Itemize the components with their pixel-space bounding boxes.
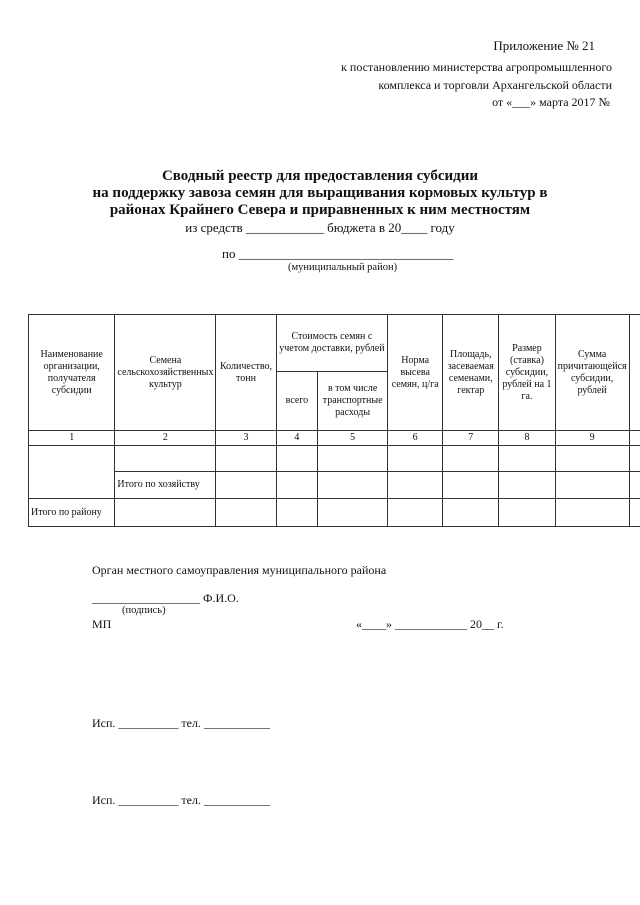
data-cell <box>499 446 555 472</box>
col-number: 5 <box>318 431 388 446</box>
data-cell <box>499 499 555 527</box>
data-cell <box>555 446 629 472</box>
table-row <box>29 446 640 472</box>
data-cell <box>629 446 640 472</box>
data-cell <box>555 472 629 499</box>
organ-label: Орган местного самоуправления муниципального района <box>92 563 387 577</box>
data-cell <box>388 472 443 499</box>
header-cost-transport: в том числе транспортные расходы <box>318 372 388 431</box>
header-seeds: Семена сельскохозяйственных культур <box>115 315 216 431</box>
signature-caption: (подпись) <box>122 605 166 616</box>
executor-line-2: Исп. __________ тел. ___________ <box>92 793 270 807</box>
header-line-decree: к постановлению министерства агропромышленного <box>341 60 612 74</box>
document-title-line-2: на поддержку завоза семян для выращивания кормовых культур в <box>92 185 548 201</box>
org-cell <box>29 446 115 499</box>
document-title-line-1: Сводный реестр для предоставления субсидии <box>161 168 479 184</box>
stamp-label: МП <box>92 617 112 631</box>
data-cell <box>443 446 499 472</box>
col-number: 8 <box>499 431 555 446</box>
document-title-line-3: районах Крайнего Севера и приравненных к ним местностям <box>109 202 531 218</box>
executor-line-1: Исп. __________ тел. ___________ <box>92 716 270 730</box>
col-number: 4 <box>276 431 317 446</box>
table-row <box>29 472 640 499</box>
data-cell <box>276 499 317 527</box>
data-cell <box>443 499 499 527</box>
col-number-cut <box>629 431 640 446</box>
registry-table <box>28 314 640 527</box>
data-cell <box>388 446 443 472</box>
data-cell <box>443 472 499 499</box>
data-cell <box>318 499 388 527</box>
col-number: 9 <box>555 431 629 446</box>
data-cell <box>276 472 317 499</box>
col-number: 7 <box>443 431 499 446</box>
funds-line: из средств ____________ бюджета в 20____ году <box>185 220 455 235</box>
district-line: по _________________________________ <box>222 246 454 261</box>
subtotal-farm-label: Итого по хозяйству <box>115 472 216 499</box>
col-number: 3 <box>216 431 276 446</box>
header-cut-column <box>629 315 640 431</box>
col-number: 6 <box>388 431 443 446</box>
appendix-number: Приложение № 21 <box>493 38 595 53</box>
data-cell <box>115 499 216 527</box>
header-rate: Размер (ставка) субсидии, рублей на 1 га. <box>499 315 555 431</box>
data-cell <box>555 499 629 527</box>
header-quantity: Количество, тонн <box>216 315 276 431</box>
data-cell <box>318 446 388 472</box>
header-cost-total: всего <box>276 372 317 431</box>
data-cell <box>216 472 276 499</box>
date-line: «____» ____________ 20__ г. <box>356 617 504 631</box>
column-numbers-row <box>29 431 640 446</box>
data-cell <box>276 446 317 472</box>
header-norm: Норма высева семян, ц/га <box>388 315 443 431</box>
header-line-date: от «___» марта 2017 № <box>492 95 610 109</box>
header-area: Площадь, засеваемая семенами, гектар <box>443 315 499 431</box>
header-cost-group: Стоимость семян с учетом доставки, рублей <box>276 315 387 372</box>
data-cell <box>629 499 640 527</box>
total-district-label: Итого по району <box>29 499 115 527</box>
district-caption: (муниципальный район) <box>288 262 398 273</box>
data-cell <box>629 472 640 499</box>
header-sum: Сумма причитающейся субсидии, рублей <box>555 315 629 431</box>
data-cell <box>216 446 276 472</box>
header-org: Наименование организации, получателя субсидии <box>29 315 115 431</box>
col-number: 2 <box>115 431 216 446</box>
header-line-ministry: комплекса и торговли Архангельской области <box>378 78 612 92</box>
data-cell <box>318 472 388 499</box>
signature-line: __________________ Ф.И.О. <box>92 591 239 605</box>
data-cell <box>499 472 555 499</box>
seed-cell <box>115 446 216 472</box>
data-cell <box>388 499 443 527</box>
table-row <box>29 499 640 527</box>
col-number: 1 <box>29 431 115 446</box>
data-cell <box>216 499 276 527</box>
